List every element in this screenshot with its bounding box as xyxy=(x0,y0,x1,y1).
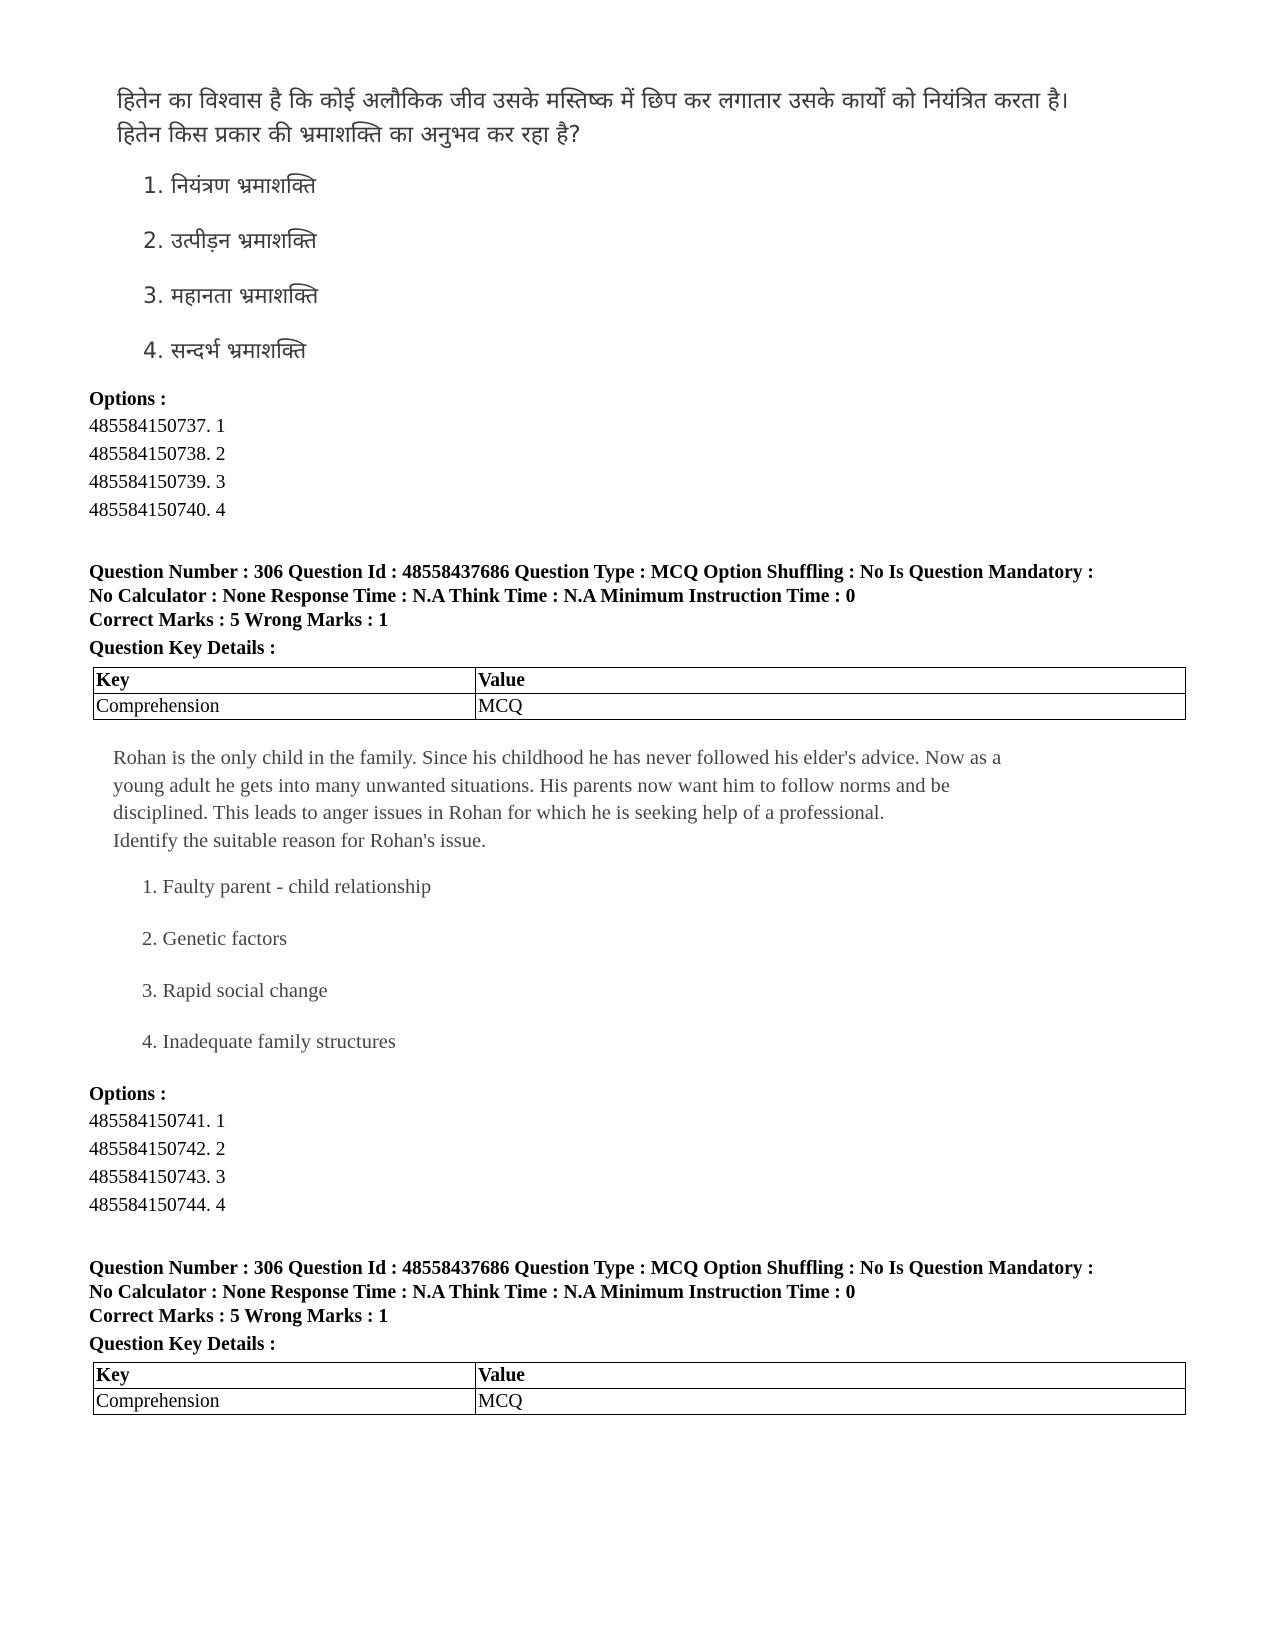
marks-line: Correct Marks : 5 Wrong Marks : 1 xyxy=(89,1306,389,1327)
question-stem xyxy=(117,84,1117,152)
stem-line: Rohan is the only child in the family. Since his childhood he has never followed his elder's advice. Now as a xyxy=(113,747,1002,769)
choice-item: 2. Genetic factors xyxy=(142,928,288,950)
table-row xyxy=(94,1389,1186,1415)
table-cell: Comprehension xyxy=(94,694,476,720)
options-list xyxy=(89,1108,226,1220)
question-stem xyxy=(113,745,1113,855)
question-meta xyxy=(89,1257,1209,1304)
table-cell: MCQ xyxy=(476,694,1186,720)
meta-line: No Calculator : None Response Time : N.A Think Time : N.A Minimum Instruction Time : 0 xyxy=(89,1281,856,1303)
table-header-value: Value xyxy=(476,1363,1186,1389)
meta-line: No Calculator : None Response Time : N.A Think Time : N.A Minimum Instruction Time : 0 xyxy=(89,585,856,607)
table-cell: MCQ xyxy=(476,1389,1186,1415)
meta-line: Question Number : 306 Question Id : 48558437686 Question Type : MCQ Option Shuffling : No Is Question Mandatory : xyxy=(89,1258,1094,1279)
options-label: Options : xyxy=(89,389,167,410)
question-meta xyxy=(89,561,1209,608)
option-item: 485584150741. 1 xyxy=(89,1111,226,1132)
key-details-label: Question Key Details : xyxy=(89,1334,276,1355)
key-details-table xyxy=(93,667,1186,720)
choice-item: 2. उत्पीड़न भ्रमाशक्ति xyxy=(143,229,317,254)
choice-item: 1. नियंत्रण भ्रमाशक्ति xyxy=(143,174,317,199)
table-header-key: Key xyxy=(94,1363,476,1389)
option-item: 485584150744. 4 xyxy=(89,1195,226,1216)
option-item: 485584150739. 3 xyxy=(89,472,226,493)
choice-item: 1. Faulty parent - child relationship xyxy=(142,876,432,898)
stem-line: disciplined. This leads to anger issues in Rohan for which he is seeking help of a professional. xyxy=(113,802,885,824)
stem-line: Identify the suitable reason for Rohan's issue. xyxy=(113,829,487,852)
stem-line: young adult he gets into many unwanted situations. His parents now want him to follow norms and be xyxy=(113,774,950,797)
option-item: 485584150737. 1 xyxy=(89,416,226,437)
table-header-row xyxy=(94,1363,1186,1389)
marks-line: Correct Marks : 5 Wrong Marks : 1 xyxy=(89,610,389,631)
option-item: 485584150742. 2 xyxy=(89,1139,226,1160)
choice-item: 4. Inadequate family structures xyxy=(142,1031,396,1053)
choice-item: 3. महानता भ्रमाशक्ति xyxy=(143,284,319,309)
table-cell: Comprehension xyxy=(94,1389,476,1415)
option-item: 485584150743. 3 xyxy=(89,1167,226,1188)
key-details-label: Question Key Details : xyxy=(89,638,276,659)
table-header-row xyxy=(94,668,1186,694)
option-item: 485584150740. 4 xyxy=(89,500,226,521)
options-list xyxy=(89,413,226,525)
table-header-key: Key xyxy=(94,668,476,694)
table-row xyxy=(94,694,1186,720)
key-details-table xyxy=(93,1362,1186,1415)
choice-item: 4. सन्दर्भ भ्रमाशक्ति xyxy=(143,339,307,364)
meta-line: Question Number : 306 Question Id : 48558437686 Question Type : MCQ Option Shuffling : No Is Question Mandatory : xyxy=(89,562,1094,583)
stem-line: हितेन किस प्रकार की भ्रमाशक्ति का अनुभव कर रहा है? xyxy=(117,122,581,148)
option-item: 485584150738. 2 xyxy=(89,444,226,465)
table-header-value: Value xyxy=(476,668,1186,694)
choice-item: 3. Rapid social change xyxy=(142,980,328,1002)
stem-line: हितेन का विश्वास है कि कोई अलौकिक जीव उसके मस्तिष्क में छिप कर लगातार उसके कार्यों को नियंत्रित करता है। xyxy=(117,88,1069,114)
options-label: Options : xyxy=(89,1084,167,1105)
